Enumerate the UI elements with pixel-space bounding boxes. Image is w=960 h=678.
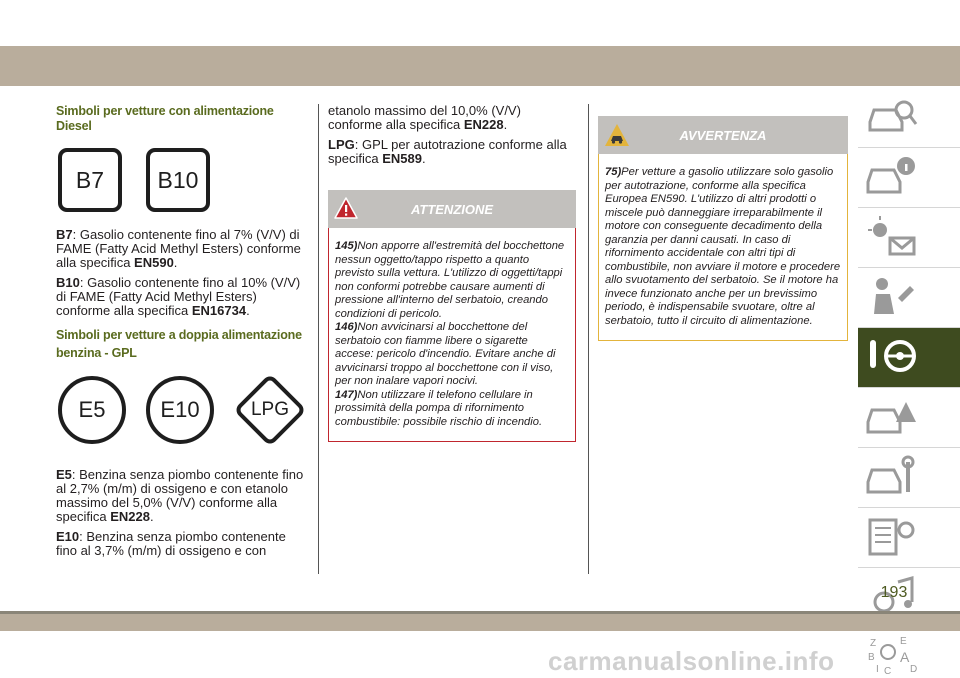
column-1 (56, 104, 306, 564)
tab-car-overview[interactable] (858, 88, 960, 148)
lpg-heading: Simboli per vetture a doppia alimentazione benzina - GPL (56, 328, 302, 360)
top-band (0, 46, 960, 86)
emergency-car-icon (862, 392, 922, 442)
column-2 (328, 104, 576, 442)
starting-driving-icon (862, 332, 922, 382)
car-search-icon (862, 92, 922, 142)
warning-header (328, 190, 576, 228)
car-maintenance-icon (862, 452, 922, 502)
watermark: carmanualsonline.info (548, 646, 835, 676)
warning-item: 147)Non utilizzare il telefono cellulare in prossimità della pompa di rifornimento combustibile: possibile rischio di incendio. (335, 388, 543, 428)
b10-description: B10: Gasolio contenente fino al 10% (V/V) di FAME (Fatty Acid Methyl Esters) conforme alla specifica EN16734. (56, 275, 301, 318)
tab-car-info[interactable] (858, 148, 960, 208)
svg-text:I: I (876, 664, 879, 675)
technical-data-icon (862, 512, 922, 562)
tab-technical-data[interactable] (858, 508, 960, 568)
diesel-heading: Simboli per vetture con alimentazione Diesel (56, 104, 274, 133)
bottom-band (0, 611, 960, 631)
warning-lights-icon (862, 212, 922, 262)
symbol-lpg: LPG (250, 399, 290, 420)
index-icon (862, 632, 922, 678)
warning-title: ATTENZIONE (410, 202, 494, 217)
svg-text:A: A (900, 649, 910, 665)
caution-body (598, 154, 848, 341)
warning-body (328, 228, 576, 442)
tab-starting-driving[interactable] (858, 328, 960, 388)
tab-safety[interactable] (858, 268, 960, 328)
symbol-b7: B7 (58, 148, 122, 212)
diesel-symbols (56, 148, 306, 228)
svg-text:C: C (884, 666, 892, 677)
e10-continuation: etanolo massimo del 10,0% (V/V) conforme alla specifica EN228. (328, 103, 521, 132)
svg-text:B: B (868, 652, 875, 663)
petrol-symbols (56, 376, 306, 468)
symbol-b10: B10 (146, 148, 210, 212)
warning-item: 146)Non avvicinarsi al bocchettone del serbatoio con fiamme libere o sigarette accese: pericolo d'incendio. Evitare anche di avvicinarsi troppo al bocchettone con il viso, per non inalare vapori nocivi. (335, 321, 556, 387)
tab-maintenance[interactable] (858, 448, 960, 508)
e5-description: E5: Benzina senza piombo contenente fino al 2,7% (m/m) di ossigeno e con etanolo massimo del 5,0% (V/V) conforme alla specifica EN228. (56, 467, 304, 524)
lpg-description: LPG: GPL per autotrazione conforme alla specifica EN589. (328, 137, 567, 166)
safety-airbag-icon (862, 272, 922, 322)
column-3 (598, 116, 848, 341)
column-divider-2 (588, 104, 589, 574)
svg-text:E: E (900, 636, 907, 647)
tab-emergency[interactable] (858, 388, 960, 448)
caution-header (598, 116, 848, 154)
e10-description: E10: Benzina senza piombo contenente fino al 3,7% (m/m) di ossigeno e con (56, 529, 286, 558)
column-divider-1 (318, 104, 319, 574)
svg-text:D: D (910, 664, 918, 675)
symbol-e10: E10 (146, 376, 214, 444)
caution-title: AVVERTENZA (679, 128, 767, 143)
b7-description: B7: Gasolio contenente fino al 7% (V/V) di FAME (Fatty Acid Methyl Esters) conforme alla specifica EN590. (56, 227, 301, 270)
warning-item: 145)Non apporre all'estremità del bocchettone nessun oggetto/tappo rispetto a quanto previsto sulla vettura. L'utilizzo di oggetti/tappi non conformi potrebbe causare aumenti di pressione all'interno del serbatoio, creando condizioni di pericolo. (335, 240, 565, 320)
tab-index[interactable] (858, 628, 960, 676)
caution-text: 75)Per vetture a gasolio utilizzare solo gasolio per autotrazione, conforme alla specifica Europea EN590. L'utilizzo di altri prodotti o miscele può danneggiare irreparabilmente il motore con conseguente decadimento della garanzia per danni causati. In caso di rifornimento accidentale con altri tipi di combustibile, non avviare il motore e procedere allo svuotamento del serbatoio. Se il motore ha invece funzionato anche per un brevissimo periodo, è indispensabile svuotare, oltre al serbatoio, tutto il circuito di alimentazione. (605, 166, 841, 327)
symbol-e5: E5 (58, 376, 126, 444)
tab-warning-lights[interactable] (858, 208, 960, 268)
svg-text:Z: Z (870, 638, 877, 649)
car-info-icon (862, 152, 922, 202)
page-number: 193 (880, 584, 908, 601)
